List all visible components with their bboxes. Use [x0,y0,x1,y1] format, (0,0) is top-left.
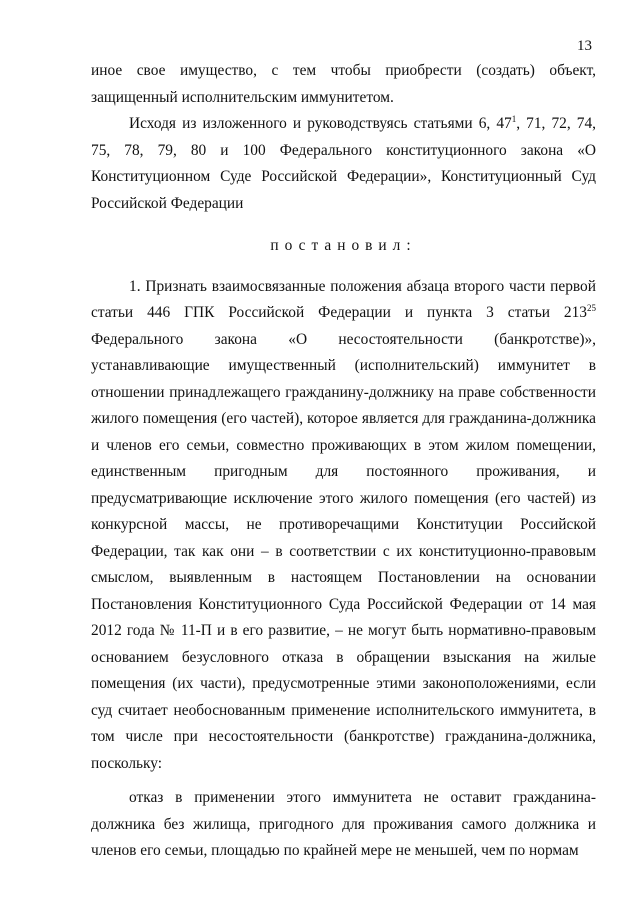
article-superscript: 1 [511,114,517,124]
ruling-text-start: 1. Признать взаимосвязанные положения абзаца второго части первой статьи 446 ГПК Российской Федерации и пункта 3 статьи 213 [91,277,596,321]
document-body [91,58,596,865]
paragraph-reasoning: отказ в применении этого иммунитета не оставит гражданина-должника без жилища, пригодного для проживания самого должника и членов его семьи, площадью по крайней мере не меньшей, чем по нормам [91,789,596,859]
paragraph-continuation: иное свое имущество, с тем чтобы приобрести (создать) объект, защищенный исполнительским иммунитетом. [91,62,596,106]
article-superscript: 25 [587,303,596,313]
ruling-text-end: Федерального закона «О несостоятельности (банкротстве)», устанавливающие имущественный (исполнительский) иммунитет в отношении принадлежащего гражданину-должнику на праве собственности жилого помещения (его частей), которое является для гражданина-должника и членов его семьи, совместно проживающих в этом жилом помещении, единственным пригодным для постоянного проживания, и предусматривающие исключение этого жилого помещения (его частей) из конкурсной массы, не противоречащими Конституции Российской Федерации, так как они – в соответствии с их конституционно-правовым смыслом, выявленным в настоящем Постановлении на основании Постановления Конституционного Суда Российской Федерации от 14 мая 2012 года № 11-П и в его развитие, – не могут быть нормативно-правовым основанием безусловного отказа в обращении взыскания на жилые помещения (их части), предусмотренные этими законоположениями, если суд считает необоснованным применение исполнительского иммунитета, в том числе при несостоятельности (банкротстве) гражданина-должника, поскольку: [91,330,596,772]
decree-heading: постановил: [270,237,417,254]
page-number: 13 [577,38,592,54]
paragraph-ruling-point-1 [91,274,596,778]
legal-basis-text-start: Исходя из изложенного и руководствуясь статьями 6, 47 [129,115,512,132]
paragraph-legal-basis [91,111,596,217]
legal-basis-text-end: , 71, 72, 74, 75, 78, 79, 80 и 100 Федерального конституционного закона «О Конституционном Суде Российской Федерации», Конституционный Суд Российской Федерации [91,115,596,212]
